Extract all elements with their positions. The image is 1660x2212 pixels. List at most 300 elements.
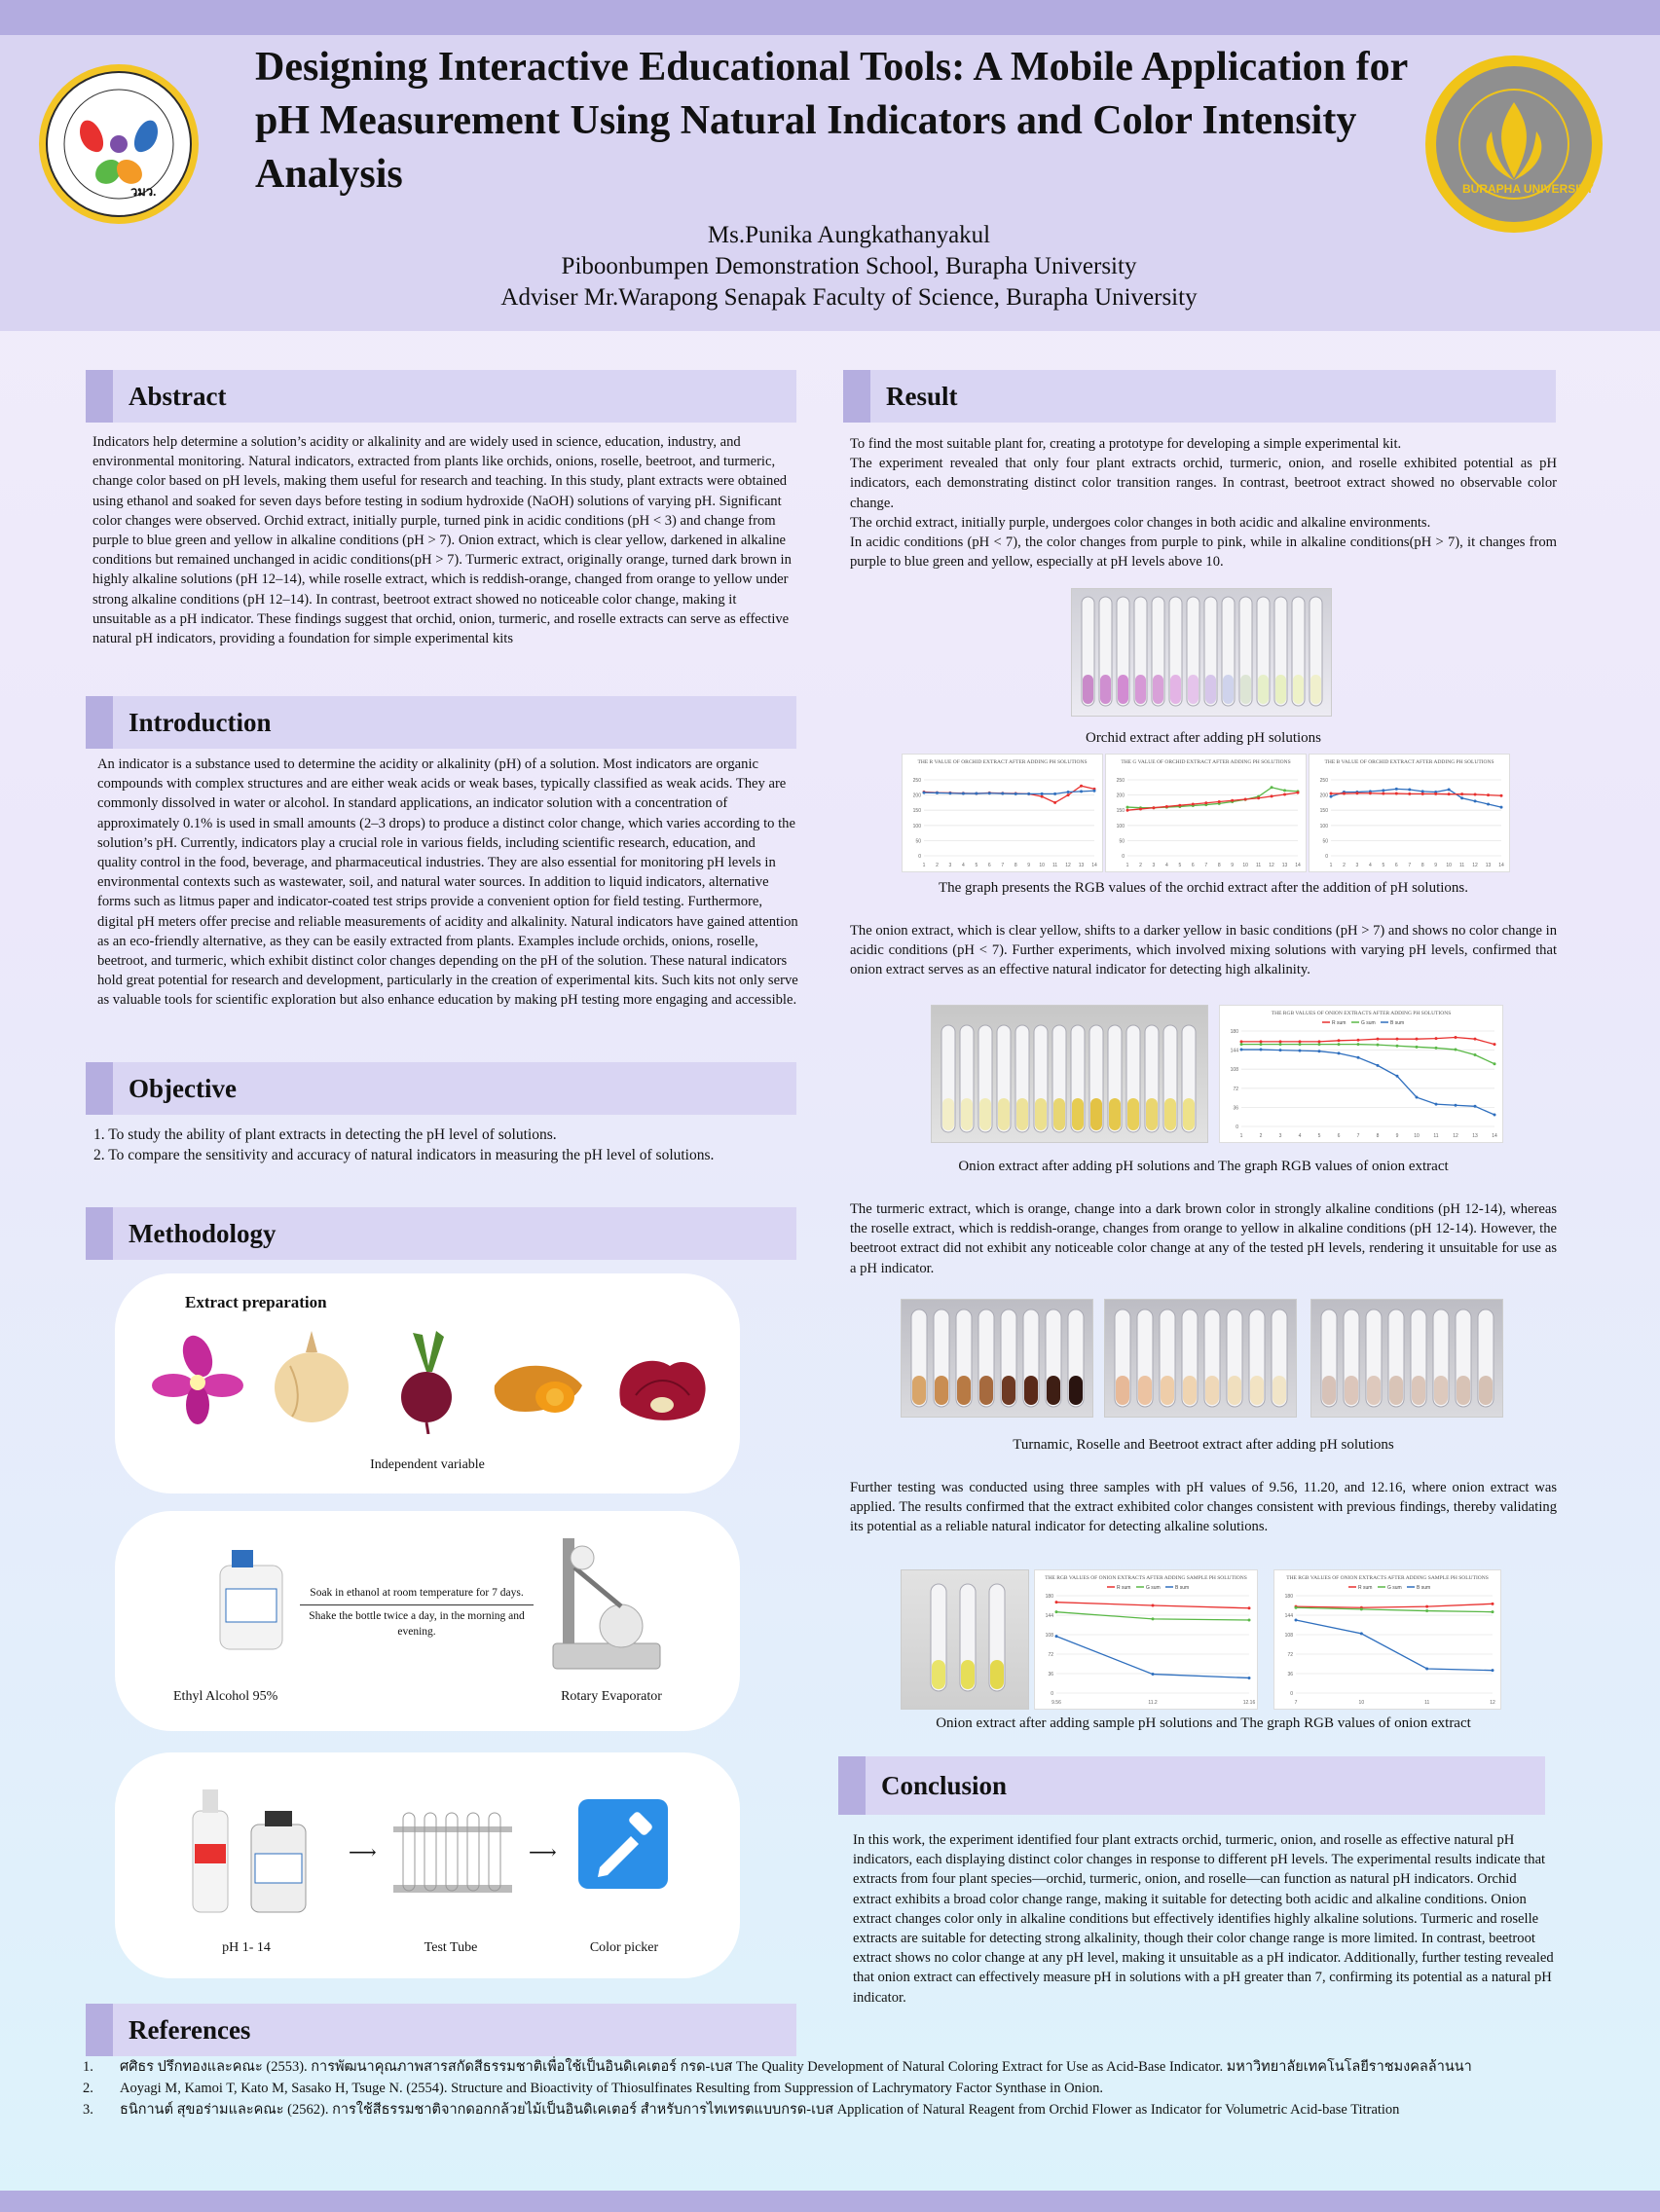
series-line [1296, 1604, 1493, 1607]
data-point [1001, 793, 1004, 795]
poster-title: Designing Interactive Educational Tools: A Mobile Application for pH Measurement Using Natural Indicators and Color Intensity Analysis [255, 45, 1408, 197]
tube-liquid [1205, 675, 1216, 704]
onion-rgb-chart [1219, 1005, 1503, 1143]
data-point [1338, 1051, 1341, 1054]
data-point [1416, 1038, 1419, 1041]
data-point [1455, 1049, 1457, 1051]
data-point [1067, 791, 1070, 793]
data-point [1055, 1601, 1058, 1604]
data-point [1435, 1103, 1438, 1106]
x-tick-label: 4 [961, 863, 965, 868]
result-paragraph-5: The onion extract, which is clear yellow, shifts to a darker yellow in basic conditions (pH > 7) and shows no color change in acidic conditions (pH < 7). Further experiments, which involved mixing solutions with varying pH levels, confirmed that onion extract serves as an effective natural indicator for detecting high alkalinity. [850, 923, 1557, 978]
legend-entry: B sum [1175, 1585, 1190, 1591]
x-tick-label: 10 [1414, 1133, 1420, 1139]
legend-entry: R sum [1358, 1585, 1373, 1591]
tube-liquid [1275, 675, 1286, 704]
x-tick-label: 13 [1281, 863, 1288, 868]
x-tick-label: 9.56 [1051, 1700, 1061, 1706]
tube-liquid [1345, 1376, 1358, 1405]
orchid-graph-caption: The graph presents the RGB values of the orchid extract after the addition of pH solutions. [938, 880, 1469, 896]
objective-item-1: 1. To study the ability of plant extracts in detecting the pH level of solutions. [93, 1126, 557, 1143]
data-point [1343, 793, 1346, 795]
tube-liquid [1293, 675, 1304, 704]
x-tick-label: 8 [1420, 863, 1424, 868]
data-point [1053, 793, 1056, 795]
y-tick-label: 36 [1048, 1672, 1053, 1677]
result-paragraph-1: To find the most suitable plant for, creating a prototype for developing a simple experimental kit. [850, 436, 1402, 452]
tube-liquid [1457, 1376, 1470, 1405]
tube-liquid [1367, 1376, 1381, 1405]
y-tick-label: 144 [1230, 1048, 1238, 1054]
data-point [1448, 793, 1451, 795]
tube-liquid [1069, 1376, 1083, 1405]
orchid-g-chart [1105, 754, 1307, 872]
y-tick-label: 200 [912, 793, 921, 799]
x-tick-label: 13 [1485, 863, 1492, 868]
references-list [83, 2056, 1602, 2120]
tube-liquid [1183, 1098, 1195, 1130]
data-point [936, 792, 939, 794]
x-tick-label: 1 [1329, 863, 1333, 868]
x-tick-label: 4 [1298, 1133, 1302, 1139]
tube-liquid [1035, 1098, 1047, 1130]
data-point [1360, 1607, 1363, 1610]
series-line [1056, 1637, 1249, 1678]
x-tick-label: 14 [1492, 1133, 1497, 1139]
x-tick-label: 3 [1278, 1133, 1282, 1139]
tube-liquid [990, 1660, 1004, 1689]
conclusion-heading: Conclusion [881, 1771, 1008, 1800]
tube-liquid [1310, 675, 1321, 704]
data-point [1152, 1604, 1155, 1607]
y-tick-label: 108 [1284, 1633, 1293, 1639]
arrow-1: ⟶ [349, 1842, 377, 1863]
x-tick-label: 12 [1269, 863, 1274, 868]
tube-liquid [1258, 675, 1269, 704]
conclusion-text: In this work, the experiment identified four plant extracts orchid, turmeric, onion, and roselle as effective natural pH indicators, each displaying distinct color changes in response to different pH levels. The experimental results indicate that extracts from four plant species—orchid, turmeric, onion, and roselle—can function as natural pH indicators. Orchid extract exhibits a broad color change range, making it suitable for detecting both acidic and alkaline conditions. Onion extract changes color only in alkaline conditions but effectively identifies highly alkaline solutions. Turmeric and roselle extracts are suitable for detecting strong alkalinity, though their color change range is more limited. In contrast, beetroot extract shows no color change at any pH level, making it unsuitable as a pH indicator. Additionally, further testing revealed that onion extract can effectively measure pH in solutions with a pH greater than 7, confirming its potential as a natural pH indicator. [853, 1832, 1554, 2006]
author-name: Ms.Punika Aungkathanyakul [707, 222, 991, 248]
x-tick-label: 2 [1259, 1133, 1263, 1139]
data-point [1204, 801, 1207, 804]
data-point [1260, 1049, 1263, 1051]
rotary-evaporator-label: Rotary Evaporator [561, 1689, 662, 1704]
soak-note-2: Shake the bottle twice a day, in the morning and evening. [309, 1610, 525, 1638]
introduction-heading-bar [86, 696, 796, 749]
tube-liquid [1109, 1098, 1121, 1130]
x-tick-label: 2 [1139, 863, 1142, 868]
data-point [1382, 789, 1384, 792]
x-tick-label: 7 [1204, 863, 1208, 868]
data-point [1492, 1603, 1494, 1605]
data-point [1330, 793, 1333, 795]
y-tick-label: 0 [1236, 1124, 1238, 1130]
data-point [1279, 1040, 1282, 1043]
tube-liquid [1138, 1376, 1152, 1405]
legend-entry: B sum [1417, 1585, 1431, 1591]
independent-variable-label: Independent variable [370, 1457, 485, 1472]
y-tick-label: 180 [1230, 1029, 1238, 1035]
onion-sample-photo [901, 1569, 1029, 1710]
y-tick-label: 72 [1233, 1086, 1238, 1092]
x-tick-label: 11.2 [1148, 1700, 1158, 1706]
data-point [1299, 1040, 1302, 1043]
methodology-card-test [115, 1752, 740, 1978]
data-point [1395, 788, 1398, 791]
reference-item [83, 2078, 1602, 2099]
tube-liquid [1250, 1376, 1264, 1405]
introduction-heading: Introduction [129, 708, 272, 737]
x-tick-label: 14 [1295, 863, 1301, 868]
orchid-caption: Orchid extract after adding pH solutions [1085, 730, 1321, 746]
data-point [1435, 1047, 1438, 1050]
x-tick-label: 10 [1446, 863, 1452, 868]
logo-right-text: BURAPHA UNIVERSITY [1462, 182, 1594, 196]
y-tick-label: 0 [918, 854, 921, 860]
tube-liquid [1016, 1098, 1028, 1130]
tube-liquid [912, 1376, 926, 1405]
data-point [1279, 1043, 1282, 1046]
test-tube-rack-icon [389, 1807, 516, 1904]
tube-liquid [1412, 1376, 1425, 1405]
data-point [948, 792, 951, 794]
data-point [1231, 799, 1234, 802]
data-point [1460, 793, 1463, 795]
tube-liquid [1164, 1098, 1176, 1130]
x-tick-label: 7 [1408, 863, 1412, 868]
data-point [1279, 1049, 1282, 1051]
roselle-photo [1104, 1299, 1297, 1418]
data-point [923, 792, 926, 794]
y-tick-label: 72 [1048, 1652, 1053, 1658]
x-tick-label: 1 [922, 863, 926, 868]
tube-liquid [1205, 1376, 1219, 1405]
data-point [1494, 1043, 1496, 1046]
chart-title: THE RGB VALUES OF ONION EXTRACTS AFTER ADDING SAMPLE PH SOLUTIONS [1045, 1575, 1247, 1581]
test-tube-label: Test Tube [424, 1940, 478, 1955]
y-tick-label: 36 [1287, 1672, 1293, 1677]
data-point [1318, 1040, 1321, 1043]
y-tick-label: 250 [912, 778, 921, 784]
logo-right [1423, 54, 1605, 240]
data-point [1455, 1036, 1457, 1039]
tube-liquid [1047, 1376, 1060, 1405]
data-point [1338, 1039, 1341, 1042]
y-tick-label: 50 [1322, 838, 1328, 845]
y-tick-label: 108 [1045, 1633, 1053, 1639]
y-tick-label: 150 [1319, 808, 1328, 815]
data-point [1271, 794, 1273, 797]
data-point [1139, 807, 1142, 810]
legend-entry: G sum [1146, 1585, 1161, 1591]
tube-liquid [1273, 1376, 1286, 1405]
data-point [1271, 786, 1273, 789]
y-tick-label: 0 [1290, 1691, 1293, 1697]
data-point [1240, 1040, 1243, 1043]
data-point [1395, 793, 1398, 795]
data-point [1360, 1632, 1363, 1635]
x-tick-label: 8 [1217, 863, 1221, 868]
data-point [1492, 1610, 1494, 1613]
data-point [1080, 790, 1083, 793]
tube-liquid [1002, 1376, 1015, 1405]
methodology-heading-bar [86, 1207, 796, 1260]
data-point [1396, 1038, 1399, 1041]
data-point [1434, 793, 1437, 795]
tube-liquid [1389, 1376, 1403, 1405]
tube-liquid [932, 1660, 945, 1689]
data-point [1152, 1617, 1155, 1620]
reference-text: Aoyagi M, Kamoi T, Kato M, Sasako H, Tsuge N. (2554). Structure and Bioactivity of Thiosulfinates Resulting from Suppression of Lachrymatory Factor Synthase in Onion. [120, 2081, 1103, 2096]
data-point [1377, 1038, 1380, 1041]
tube-liquid [1127, 1098, 1139, 1130]
legend-entry: R sum [1332, 1020, 1346, 1026]
result-paragraph-3: The orchid extract, initially purple, undergoes color changes in both acidic and alkaline environments. [850, 514, 1431, 531]
data-point [1126, 806, 1129, 809]
logo-left [37, 62, 201, 231]
data-point [1257, 796, 1260, 799]
data-point [1218, 800, 1221, 803]
data-point [1041, 793, 1044, 795]
data-point [1494, 1114, 1496, 1117]
y-tick-label: 100 [1319, 823, 1328, 830]
ph-bottles-icon [183, 1782, 319, 1918]
data-point [1295, 1606, 1298, 1609]
y-tick-label: 180 [1284, 1594, 1293, 1600]
tube-liquid [942, 1098, 954, 1130]
data-point [1240, 1049, 1243, 1051]
reference-text: ธนิกานต์ สุขอร่ามและคณะ (2562). การใช้สีธรรมชาติจากดอกกล้วยไม้เป็นอินดิเคเตอร์ สำหรับการไทเทรตแบบกรด-เบส Application of Natural Reagent from Orchid Flower as Indicator for Volumetric Acid-base Titration [120, 2102, 1400, 2118]
tube-liquid [961, 1660, 975, 1689]
abstract-text: Indicators help determine a solution’s acidity or alkalinity and are widely used in science, education, industry, and environmental monitoring. Natural indicators, extracted from plants like orchids, onions, roselle, beetroot, and turmeric, change color based on pH levels, making them useful for research and teaching. In this study, plant extracts were obtained using ethanol and soaked for seven days before testing in sodium hydroxide (NaOH) solutions of varying pH. Significant color changes were observed. Orchid extract, initially purple, turned pink in acidic conditions (pH < 3) and change from purple to blue green and yellow in alkaline conditions (pH > 7). Onion extract, which is clear yellow, darkened in alkaline conditions but remained unchanged in acidic conditions(pH > 7). Turmeric extract, originally orange, turned dark brown in highly alkaline solutions (pH 12–14), while roselle extract, which is reddish-orange, changed from orange to yellow under strong alkaline conditions (pH 12–14). In contrast, beetroot extract showed no noticeable color change, making it unsuitable as a pH indicator. These findings suggest that orchid, onion, turmeric, and roselle extracts can serve as effective natural pH indicators, providing a foundation for simple experimental kits [92, 434, 792, 647]
x-tick-label: 8 [1376, 1133, 1380, 1139]
tube-liquid [1153, 675, 1163, 704]
data-point [1318, 1043, 1321, 1046]
y-tick-label: 108 [1230, 1067, 1238, 1074]
tube-liquid [1135, 675, 1146, 704]
beetroot-photo [1310, 1299, 1503, 1418]
onion-sample-caption: Onion extract after adding sample pH solutions and The graph RGB values of onion extract [936, 1715, 1471, 1731]
data-point [1460, 796, 1463, 799]
data-point [1377, 1044, 1380, 1047]
reference-number: 2. [83, 2081, 93, 2096]
data-point [1474, 1053, 1477, 1056]
tube-liquid [1072, 1098, 1084, 1130]
data-point [1260, 1043, 1263, 1046]
y-tick-label: 200 [1116, 793, 1125, 799]
x-tick-label: 4 [1368, 863, 1372, 868]
data-point [1425, 1605, 1428, 1608]
arrow-2: ⟶ [529, 1842, 557, 1863]
tube-liquid [979, 1376, 993, 1405]
result-paragraph-4: In acidic conditions (pH < 7), the color changes from purple to pink, while in alkaline conditions(pH > 7), it changes from purple to blue green and yellow, especially at pH levels above 10. [850, 535, 1557, 571]
soak-note-1: Soak in ethanol at room temperature for 7 days. [310, 1587, 524, 1599]
x-tick-label: 9 [1027, 863, 1031, 868]
x-tick-label: 9 [1395, 1133, 1399, 1139]
data-point [1053, 801, 1056, 804]
chart-title: THE RGB VALUES OF ONION EXTRACTS AFTER ADDING PH SOLUTIONS [1271, 1011, 1452, 1016]
x-tick-label: 11 [1424, 1700, 1430, 1706]
data-point [1330, 795, 1333, 798]
data-point [1377, 1064, 1380, 1067]
y-tick-label: 0 [1051, 1691, 1053, 1697]
objective-heading-bar [86, 1062, 796, 1115]
abstract-heading: Abstract [129, 382, 227, 411]
orchid-b-chart [1309, 754, 1510, 872]
tube-liquid [1083, 675, 1093, 704]
data-point [1500, 794, 1503, 797]
reference-item [83, 2056, 1602, 2078]
onion-photo [931, 1005, 1208, 1143]
x-tick-label: 1 [1125, 863, 1129, 868]
tube-liquid [961, 1098, 973, 1130]
x-tick-label: 10 [1039, 863, 1045, 868]
data-point [1408, 788, 1411, 791]
data-point [1248, 1619, 1251, 1622]
logo-left-text: วมว. [130, 184, 157, 199]
y-tick-label: 0 [1325, 854, 1328, 860]
x-tick-label: 1 [1239, 1133, 1243, 1139]
onion-sample-chart-1 [1034, 1569, 1258, 1710]
ethyl-alcohol-label: Ethyl Alcohol 95% [173, 1689, 278, 1704]
x-tick-label: 12 [1472, 863, 1478, 868]
y-tick-label: 100 [1116, 823, 1125, 830]
top-band [0, 0, 1660, 35]
extract-preparation-title: Extract preparation [185, 1293, 327, 1311]
tube-liquid [1183, 1376, 1197, 1405]
data-point [1369, 792, 1372, 794]
color-picker-icon [578, 1799, 668, 1889]
methodology-card-soak [115, 1511, 740, 1731]
data-point [1055, 1635, 1058, 1638]
data-point [1416, 1046, 1419, 1049]
data-point [1487, 793, 1490, 796]
result-heading: Result [886, 382, 958, 411]
chart-title: THE B VALUE OF ORCHID EXTRACT AFTER ADDING PH SOLUTIONS [1324, 759, 1494, 765]
onion-sample-chart-2 [1273, 1569, 1501, 1710]
roselle-icon [619, 1361, 705, 1420]
onion-caption: Onion extract after adding pH solutions and The graph RGB values of onion extract [958, 1159, 1449, 1174]
result-paragraph-7: Further testing was conducted using three samples with pH values of 9.56, 11.20, and 12.16, where onion extract was applied. The results confirmed that the extract exhibited color changes consistent with previous findings, thereby validating its potential as a reliable natural indicator for detecting alkaline solutions. [850, 1480, 1557, 1535]
data-point [1408, 793, 1411, 795]
reference-number: 3. [83, 2102, 93, 2118]
chart-title: THE G VALUE OF ORCHID EXTRACT AFTER ADDING PH SOLUTIONS [1121, 759, 1291, 765]
x-tick-label: 5 [1317, 1133, 1321, 1139]
ph-1-14-label: pH 1- 14 [222, 1940, 271, 1955]
legend-entry: G sum [1361, 1020, 1376, 1026]
data-point [1299, 1043, 1302, 1046]
x-tick-label: 5 [1382, 863, 1385, 868]
x-tick-label: 5 [975, 863, 978, 868]
x-tick-label: 11 [1459, 863, 1465, 868]
data-point [1093, 790, 1096, 793]
data-point [1338, 1043, 1341, 1046]
tube-liquid [1479, 1376, 1493, 1405]
data-point [1357, 1056, 1360, 1059]
x-tick-label: 6 [1394, 863, 1398, 868]
bottom-band [0, 2191, 1660, 2212]
x-tick-label: 14 [1091, 863, 1097, 868]
tube-liquid [1024, 1376, 1038, 1405]
orchid-r-chart [902, 754, 1103, 872]
result-heading-bar [843, 370, 1556, 423]
abstract-heading-bar [86, 370, 796, 423]
objective-heading: Objective [129, 1074, 237, 1103]
data-point [1152, 806, 1155, 809]
turmeric-photo [901, 1299, 1093, 1418]
series-line [1296, 1620, 1493, 1671]
x-tick-label: 9 [1434, 863, 1438, 868]
data-point [1421, 793, 1424, 795]
y-tick-label: 200 [1319, 793, 1328, 799]
data-point [1474, 1105, 1477, 1108]
x-tick-label: 12.16 [1242, 1700, 1256, 1706]
data-point [1396, 1045, 1399, 1048]
onion-icon [275, 1331, 349, 1422]
y-tick-label: 144 [1045, 1613, 1053, 1619]
turmeric-icon [495, 1366, 582, 1413]
rotary-evaporator-icon [534, 1529, 670, 1675]
x-tick-label: 3 [948, 863, 952, 868]
y-tick-label: 50 [915, 838, 921, 845]
author-school: Piboonbumpen Demonstration School, Burapha University [561, 253, 1137, 279]
x-tick-label: 10 [1358, 1700, 1365, 1706]
data-point [1500, 806, 1503, 809]
data-point [1396, 1075, 1399, 1078]
y-tick-label: 100 [912, 823, 921, 830]
data-point [1244, 797, 1247, 800]
x-tick-label: 6 [1191, 863, 1195, 868]
data-point [1448, 788, 1451, 791]
data-point [1178, 804, 1181, 807]
methodology-card-extract [115, 1273, 740, 1493]
data-point [1055, 1610, 1058, 1613]
data-point [1357, 1039, 1360, 1042]
tube-liquid [1188, 675, 1199, 704]
tube-liquid [979, 1098, 991, 1130]
legend-entry: G sum [1387, 1585, 1402, 1591]
data-point [975, 793, 978, 795]
introduction-text: An indicator is a substance used to determine the acidity or alkalinity (pH) of a solution. Most indicators are organic compounds with complex structures and are either weak acids or weak bases, typically classified as weak acids. They are commonly dissolved in water or alcohol. In standard applications, an indicator solution with a concentration of approximately 0.1% is used in small amounts (2–3 drops) to produce a distinct color change, which varies according to the solution’s pH. Currently, indicators play a crucial role in various fields, including scientific research, education, and quality control in the food, beverage, and pharmaceutical industries. They are also essential for monitoring pH levels in environmental contexts such as wastewater, soil, and natural water sources. In addition to liquid indicators, alternative forms such as litmus paper and indicator-coated test strips provide a convenient option for field testing. Furthermore, digital pH meters offer precise and reliable measurements of acidity and alkalinity. Natural indicators have gained attention as an eco-friendly alternative, as they can be easily extracted from plants. Examples include orchids, onions, roselle, beetroot, and turmeric, which exhibit distinct color changes depending on the pH of the solution. These natural indicators hold great potential for research and development, particularly in the creation of experimental kits. Such kits not only serve as valuable tools for scientific exploration but also enhance education by making pH testing more engaging and accessible. [97, 756, 798, 1009]
tube-liquid [998, 1098, 1010, 1130]
data-point [1487, 802, 1490, 805]
tube-liquid [1170, 675, 1181, 704]
x-tick-label: 3 [1152, 863, 1156, 868]
x-tick-label: 8 [1014, 863, 1017, 868]
x-tick-label: 14 [1498, 863, 1504, 868]
y-tick-label: 250 [1319, 778, 1328, 784]
x-tick-label: 9 [1231, 863, 1235, 868]
data-point [1248, 1606, 1251, 1609]
x-tick-label: 13 [1472, 1133, 1478, 1139]
x-tick-label: 11 [1256, 863, 1262, 868]
x-tick-label: 2 [1343, 863, 1346, 868]
data-point [1355, 792, 1358, 794]
x-tick-label: 11 [1052, 863, 1058, 868]
legend-entry: R sum [1117, 1585, 1131, 1591]
chart-title: THE RGB VALUES OF ONION EXTRACTS AFTER ADDING SAMPLE PH SOLUTIONS [1286, 1575, 1489, 1581]
reference-item [83, 2099, 1602, 2120]
data-point [1041, 795, 1044, 798]
series-line [1296, 1607, 1493, 1611]
x-tick-label: 7 [1294, 1700, 1298, 1706]
x-tick-label: 7 [1356, 1133, 1360, 1139]
trb-caption: Turnamic, Roselle and Beetroot extract after adding pH solutions [1013, 1437, 1394, 1453]
data-point [1382, 793, 1384, 795]
x-tick-label: 3 [1355, 863, 1359, 868]
y-tick-label: 0 [1122, 854, 1125, 860]
data-point [1435, 1037, 1438, 1040]
data-point [1494, 1062, 1496, 1065]
